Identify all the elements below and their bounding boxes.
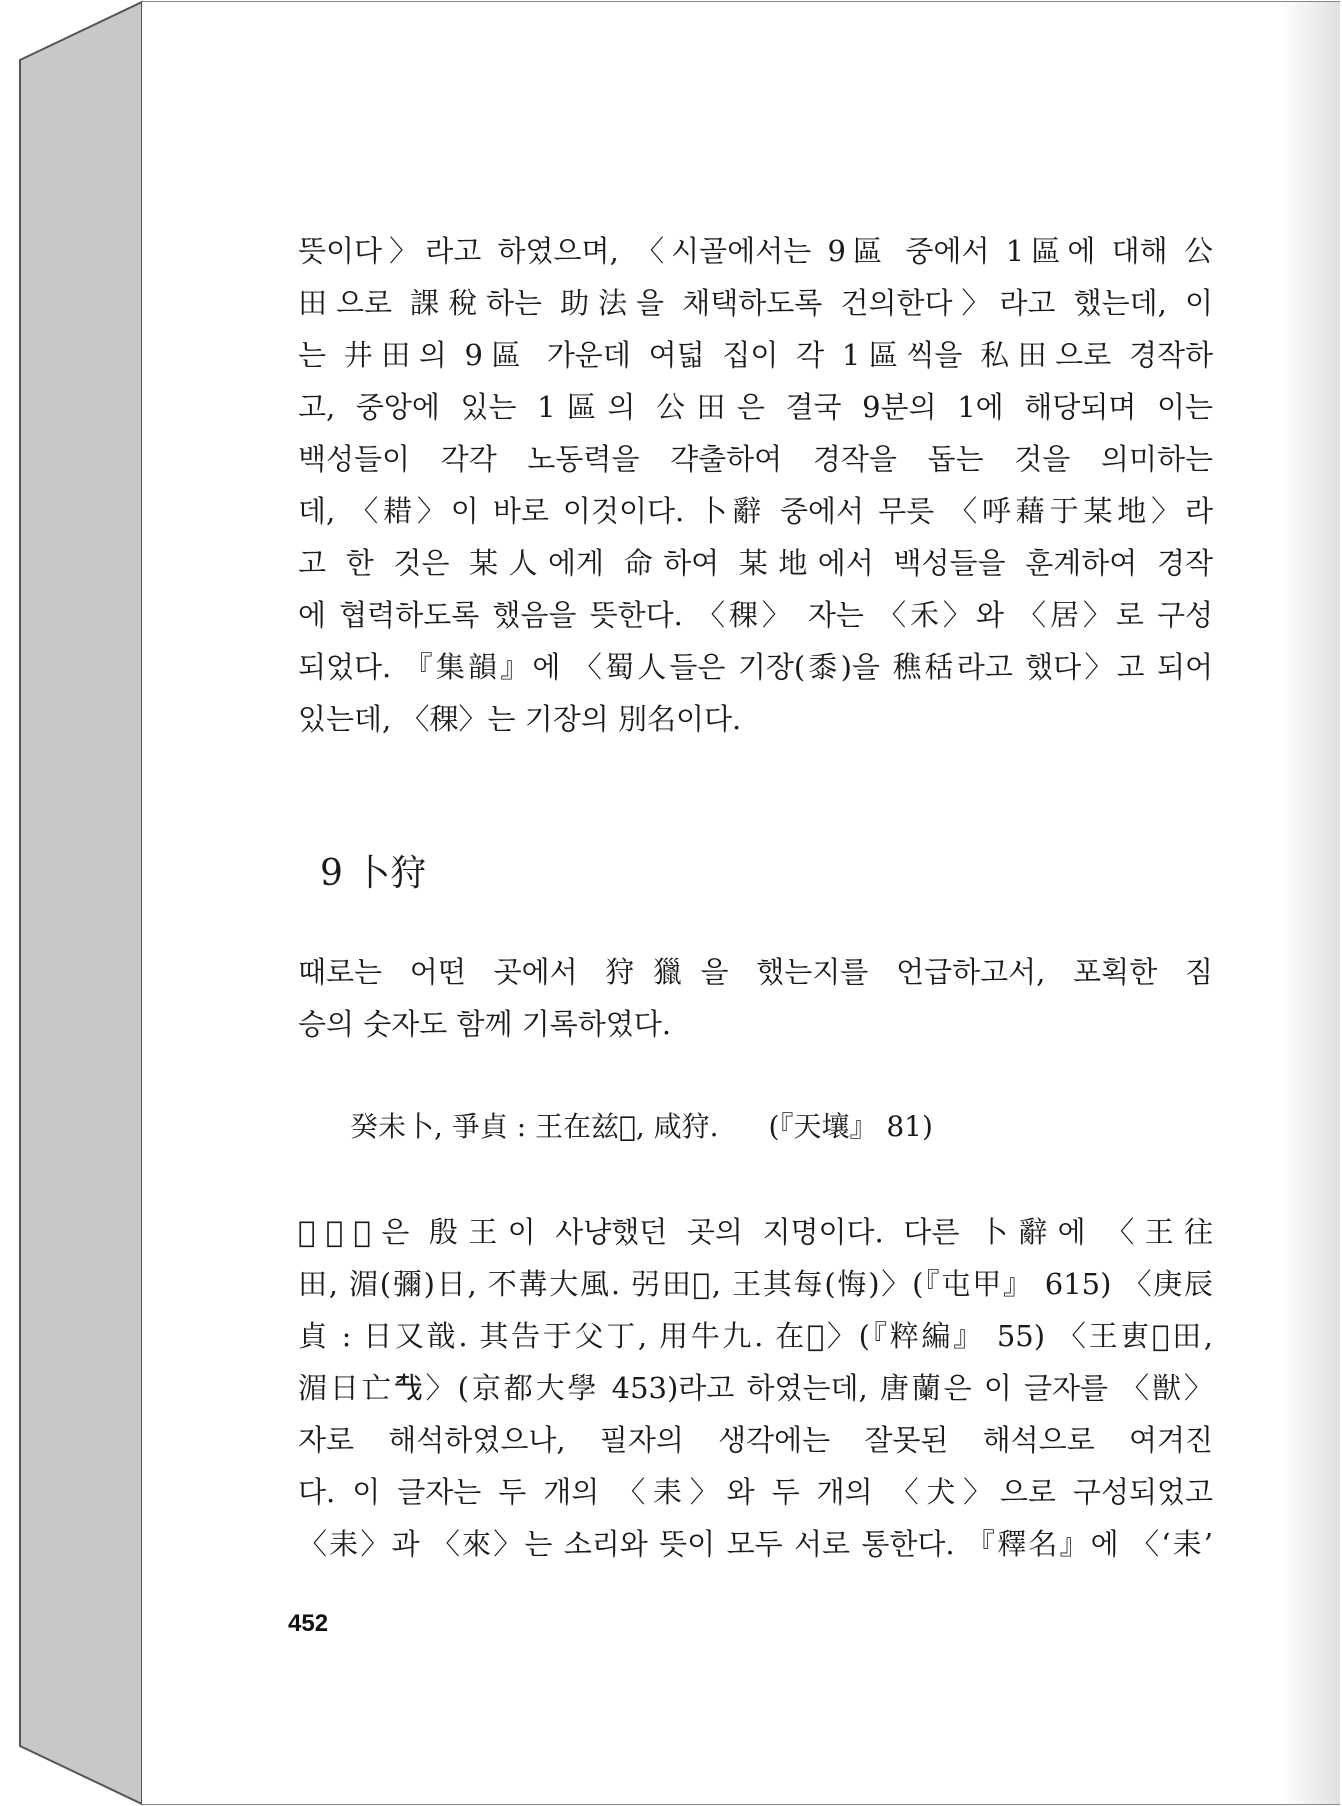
text-line: 湄日亡𢦔〉(京都大學 453)라고 하였는데, 唐蘭은 이 글자를 〈獣〉: [298, 1371, 1213, 1405]
text-line: 데, 〈耤〉이 바로 이것이다. 卜辭 중에서 무릇 〈呼藉于某地〉라: [298, 494, 1213, 528]
text-line: 貞 : 日又戠. 其告于父丁, 用牛九. 在𣑾〉(『粹編』 55) 〈王叀𣑾田,: [298, 1319, 1213, 1353]
text-line: 백성들이 각각 노동력을 갹출하여 경작을 돕는 것을 의미하는: [298, 442, 1213, 476]
paragraph-2: [298, 946, 1213, 1050]
text-line: 에 협력하도록 했음을 뜻한다. 〈稞〉 자는 〈禾〉와 〈居〉로 구성: [298, 598, 1213, 632]
text-line: 뜻이다〉라고 하였으며, 〈시골에서는 9區 중에서 1區에 대해 公: [298, 234, 1213, 268]
oracle-citation: [350, 1105, 933, 1145]
text-line: 승의 숫자도 함께 기록하였다.: [298, 1007, 672, 1041]
section-title: 9 卜狩: [320, 853, 427, 894]
text-line: 〈𣑾〉은 殷王이 사냥했던 곳의 지명이다. 다른 卜辭에 〈王往: [298, 1215, 1213, 1249]
text-line: 는 井田의 9區 가운데 여덟 집이 각 1區씩을 私田으로 경작하: [298, 338, 1213, 372]
text-line: 고, 중앙에 있는 1區의 公田은 결국 9분의 1에 해당되며 이는: [298, 390, 1213, 424]
text-line: 다. 이 글자는 두 개의 〈耒〉와 두 개의 〈犬〉으로 구성되었고: [298, 1475, 1213, 1509]
text-line: 田, 湄(彌)日, 不冓大風. 弜田𣑾, 王其每(悔)〉(『屯甲』 615) 〈庚辰: [298, 1267, 1213, 1301]
paragraph-1: [298, 225, 1213, 745]
text-line: 자로 해석하였으나, 필자의 생각에는 잘못된 해석으로 여겨진: [298, 1423, 1213, 1457]
paragraph-3: [298, 1206, 1213, 1570]
page-number: 452: [288, 1610, 329, 1637]
text-line: 고 한 것은 某人에게 命하여 某地에서 백성들을 훈계하여 경작: [298, 546, 1213, 580]
text-line: 되었다. 『集韻』에 〈蜀人들은 기장(黍)을 穛秳라고 했다〉고 되어: [298, 650, 1213, 684]
text-line: 때로는 어떤 곳에서 狩獵을 했는지를 언급하고서, 포획한 짐: [298, 955, 1213, 989]
citation-source: (『天壤』 81): [768, 1110, 933, 1143]
text-line: 田으로 課稅하는 助法을 채택하도록 건의한다〉라고 했는데, 이: [298, 286, 1213, 320]
text-line: 〈耒〉과 〈來〉는 소리와 뜻이 모두 서로 통한다. 『釋名』에 〈‘耒’: [298, 1527, 1213, 1561]
citation-text: 癸未卜, 爭貞 : 王在兹𣑾, 咸狩.: [350, 1110, 719, 1143]
page-edge-shadow: [1280, 2, 1340, 1804]
text-line: 있는데, 〈稞〉는 기장의 別名이다.: [298, 702, 742, 736]
